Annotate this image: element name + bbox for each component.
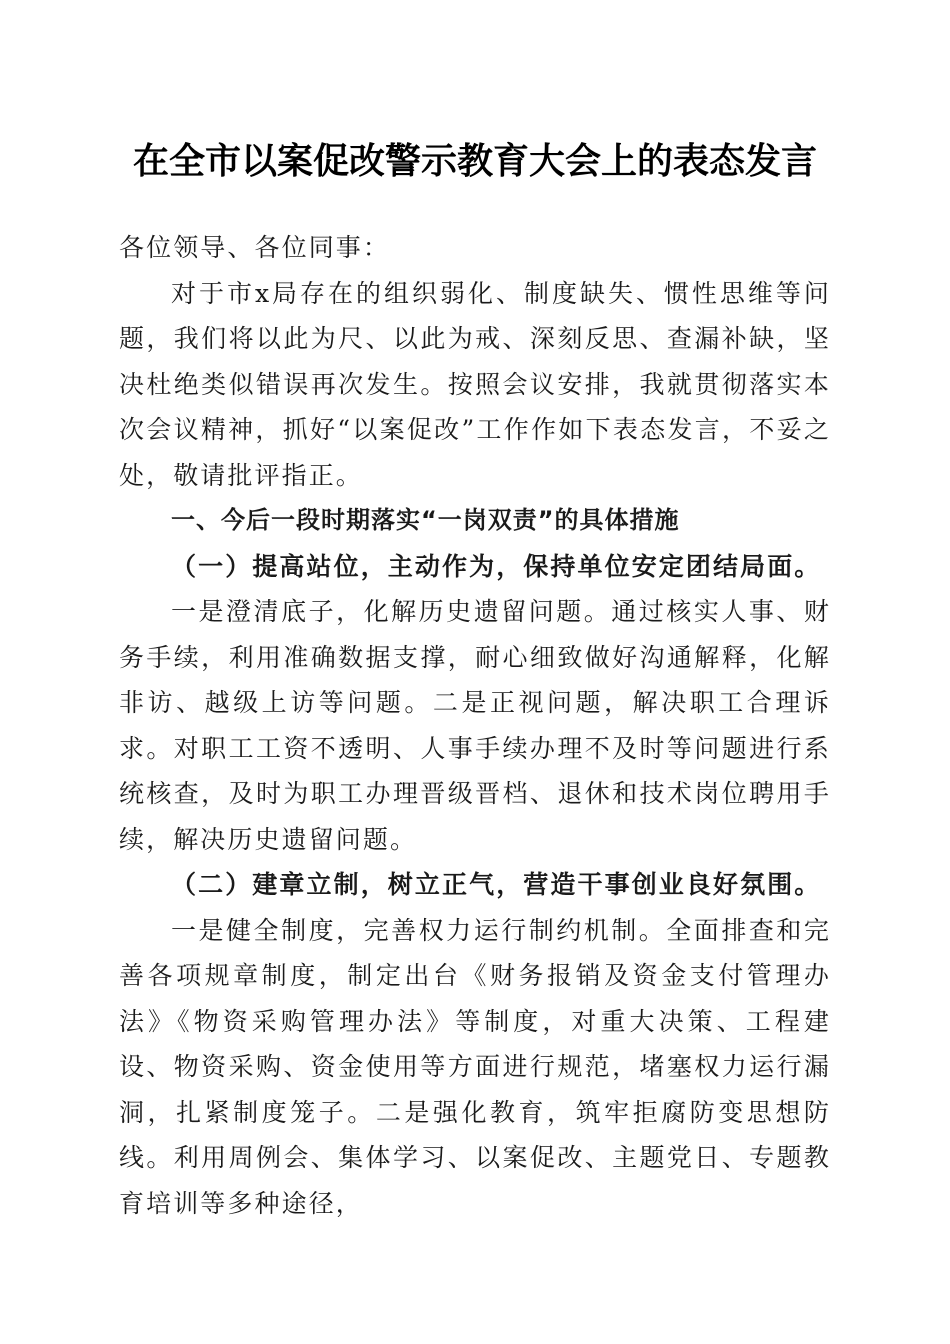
section-heading-1: 一、今后一段时期落实“一岗双责”的具体措施 [171,506,680,534]
subsection-body-2: 一是健全制度，完善权力运行制约机制。全面排查和完善各项规章制度，制定出台《财务报销及资金支付管理办法》《物资采购管理办法》等制度，对重大决策、工程建设、物资采购、资金使用等方面进行规范，堵塞权力运行漏洞，扎紧制度笼子。二是强化教育，筑牢拒腐防变思想防线。利用周例会、集体学习、以案促改、主题党日、专题教育培训等多种途径， [119,915,831,1218]
subsection-body-1: 一是澄清底子，化解历史遗留问题。通过核实人事、财务手续，利用准确数据支撑，耐心细致做好沟通解释，化解非访、越级上访等问题。二是正视问题，解决职工合理诉求。对职工工资不透明、人事手续办理不及时等问题进行系统核查，及时为职工办理晋级晋档、退休和技术岗位聘用手续，解决历史遗留问题。 [119,597,831,854]
document-body [119,225,831,1226]
subsection-heading-1: （一）提高站位，主动作为，保持单位安定团结局面。 [171,551,822,581]
salutation: 各位领导、各位同事： [119,233,391,262]
subsection-heading-2: （二）建章立制，树立正气，营造干事创业良好氛围。 [171,870,822,899]
document-title: 在全市以案促改警示教育大会上的表态发言 [132,140,817,182]
intro-paragraph: 对于市x局存在的组织弱化、制度缺失、惯性思维等问题，我们将以此为尺、以此为戒、深刻反思、查漏补缺，坚决杜绝类似错误再次发生。按照会议安排，我就贯彻落实本次会议精神，抓好“以案促改”工作作如下表态发言，不妥之处，敬请批评指正。 [119,278,831,490]
